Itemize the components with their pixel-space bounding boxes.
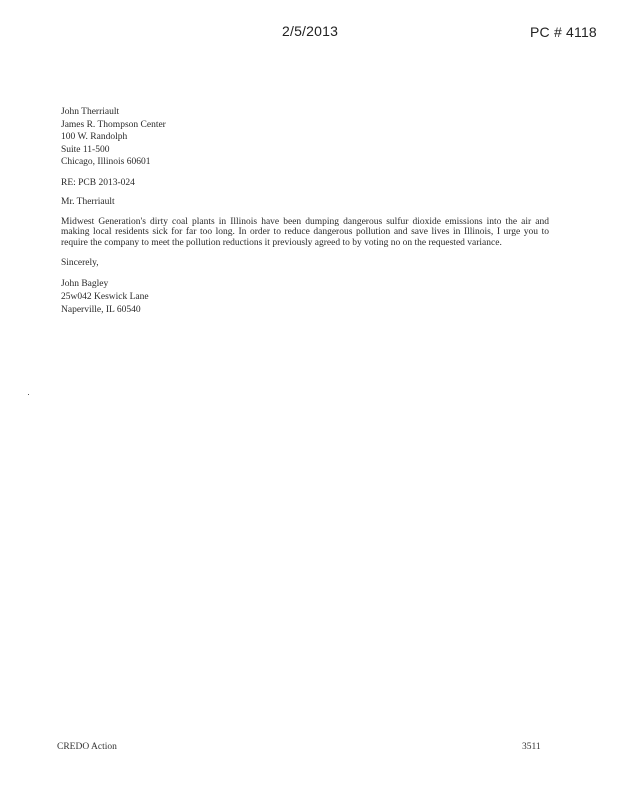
salutation: Mr. Therriault: [61, 196, 115, 207]
signature-block: [61, 278, 549, 316]
sender-city: Naperville, IL 60540: [61, 304, 141, 315]
recipient-city: Chicago, Illinois 60601: [61, 157, 151, 168]
recipient-suite: Suite 11-500: [61, 144, 110, 155]
pc-number-stamp: PC # 4118: [530, 24, 597, 40]
scan-speck: [28, 394, 29, 395]
re-line: RE: PCB 2013-024: [61, 177, 135, 188]
footer-page-number: 3511: [522, 742, 541, 752]
recipient-street: 100 W. Randolph: [61, 132, 128, 143]
body-paragraph: Midwest Generation's dirty coal plants in Illinois have been dumping dangerous sulfur dioxide emissions into the air and making local residents sick for far too long. In order to reduce dangerous pollution and save lives in Illinois, I urge you to require the company to meet the pollution reductions it previously agreed to by voting no on the requested variance.: [61, 217, 549, 248]
recipient-name: John Therriault: [61, 107, 120, 117]
footer-source: CREDO Action: [57, 742, 117, 752]
recipient-address: [61, 106, 549, 169]
sender-name: John Bagley: [61, 279, 109, 290]
letter-body: [61, 106, 549, 316]
sender-street: 25w042 Keswick Lane: [61, 291, 149, 302]
date-stamp: 2/5/2013: [282, 23, 339, 39]
closing: Sincerely,: [61, 257, 99, 268]
recipient-building: James R. Thompson Center: [61, 119, 166, 130]
